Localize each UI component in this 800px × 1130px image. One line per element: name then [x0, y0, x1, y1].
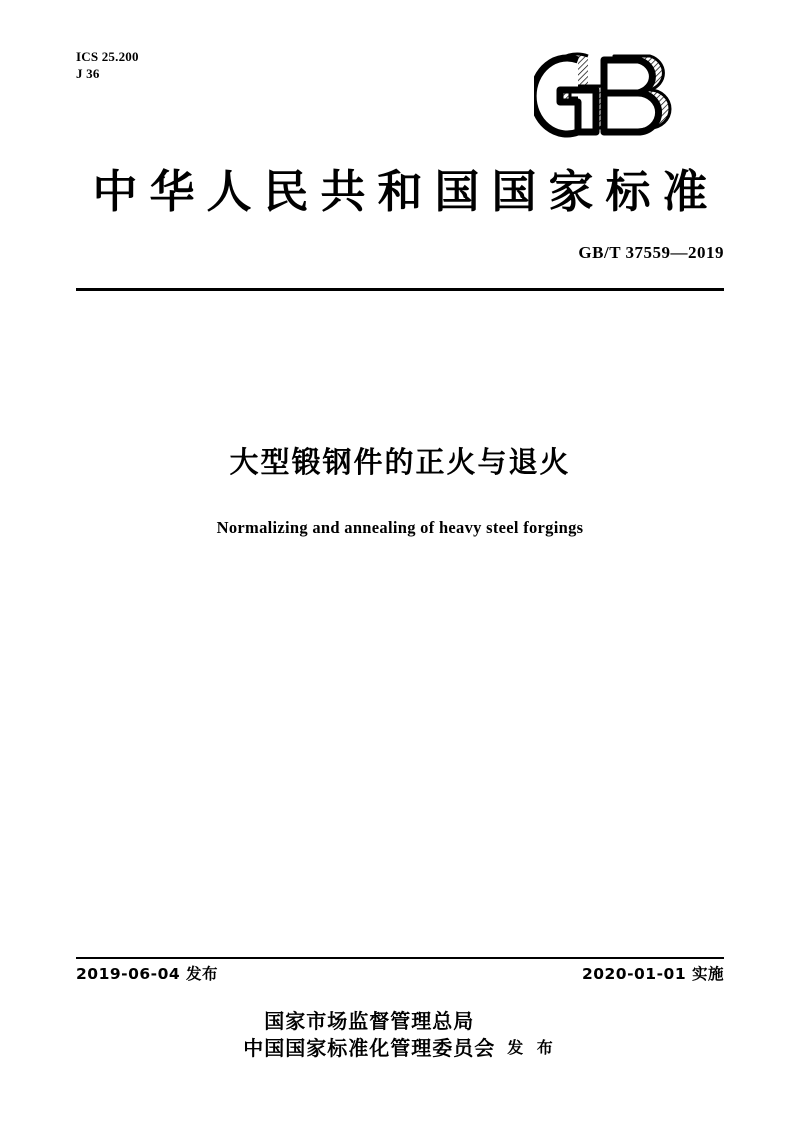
implementation-date: 2020-01-01 实施 — [581, 965, 724, 983]
ics-code: ICS 25.200 — [76, 49, 139, 64]
standard-number: GB/T 37559—2019 — [578, 243, 724, 262]
publisher-names — [243, 1008, 495, 1062]
publisher-block — [0, 1008, 800, 1062]
classification-code: J 36 — [76, 66, 100, 81]
gb-logo-icon — [534, 48, 704, 140]
document-title-cn: 大型锻钢件的正火与退火 — [229, 445, 571, 479]
document-title-en: Normalizing and annealing of heavy steel forgings — [216, 518, 584, 537]
classification-codes — [76, 48, 139, 82]
divider-bottom — [76, 957, 724, 959]
divider-top — [76, 288, 724, 291]
national-standard-title: 中华人民共和国国家标准 — [92, 165, 720, 218]
issue-date: 2019-06-04 发布 — [76, 965, 219, 983]
publisher-line-2: 中国国家标准化管理委员会 — [243, 1036, 496, 1060]
publisher-line-1: 国家市场监督管理总局 — [264, 1009, 475, 1033]
publisher-verb: 发 布 — [507, 1038, 557, 1057]
